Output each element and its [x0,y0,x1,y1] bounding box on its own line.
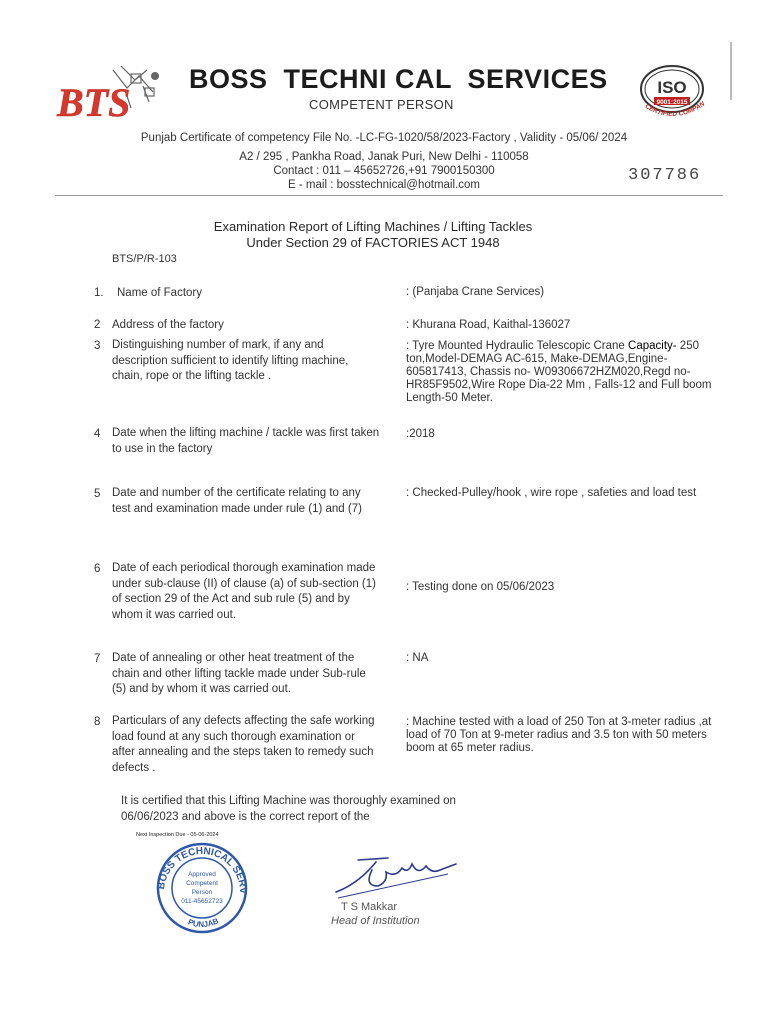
company-name: BOSS TECHNI CAL SERVICES [189,64,608,94]
header-divider [55,195,723,196]
report-reference: BTS/P/R-103 [112,253,177,265]
stamp-ring-text: BOSS TECHNICAL SERV [156,845,249,895]
stamp-line: Person [191,889,213,896]
company-stamp [132,830,262,940]
item-number: 7 [94,653,101,665]
item-number: 8 [94,716,101,728]
item-question: Name of Factory [117,287,202,299]
item-question: Particulars of any defects affecting the safe working load found at any such thorough examination or after annealing and the steps taken to remedy such defects . [112,715,375,774]
item-question: Distinguishing number of mark, if any and description sufficient to identify lifting machine, chain, rope or the lifting tackle . [112,339,349,382]
stamp-line: Competent [186,880,218,887]
iso-number: 9001:2015 [656,99,688,106]
capacity-label: Capacity- [628,340,677,352]
company-subtitle: COMPETENT PERSON [309,97,454,112]
answer-text: : Tyre Mounted Hydraulic Telescopic Crane [406,340,629,352]
item-answer: : Checked-Pulley/hook , wire rope , safeties and load test [406,487,697,499]
stamp-line: 011-45652723 [181,898,223,905]
item-answer: : Testing done on 05/06/2023 [406,581,555,593]
contact-line: Contact : 011 – 45652726,+91 7900150300 [273,165,495,177]
stamp-next-inspection: Next Inspection Due - 05-06-2024 [136,832,219,838]
report-title: Examination Report of Lifting Machines / Lifting Tackles [213,219,533,234]
item-question: Date of annealing or other heat treatment of the chain and other lifting tackle made under Sub-rule (5) and by whom it was carried out. [112,652,366,695]
competency-certificate-line: Punjab Certificate of competency File No. -LC-FG-1020/58/2023-Factory , Validity - 05/06/ 2024 [140,132,628,144]
item-number: 2 [94,319,101,331]
report-subtitle: Under Section 29 of FACTORIES ACT 1948 [246,235,500,250]
item-number: 6 [94,563,101,575]
item-answer: : NA [406,652,429,664]
certification-statement: It is certified that this Lifting Machine was thoroughly examined on 06/06/2023 and above is the correct report of the [121,795,456,823]
email-line: E - mail : bosstechnical@hotmail.com [288,179,480,191]
iso-certified-seal [634,62,712,122]
item-question: Address of the factory [112,319,224,331]
stamp-line: Approved [188,871,216,878]
item-question: Date and number of the certificate relating to any test and examination made under rule (1) and (7) [112,487,362,515]
signatory-name: T S Makkar [341,901,398,913]
bts-logo [55,62,165,128]
signatory-role: Head of Institution [331,915,420,927]
address-line: A2 / 295 , Pankha Road, Janak Puri, New Delhi - 110058 [239,151,529,163]
serial-number: 307786 [628,166,702,185]
stamp-bottom-text: PUNJAB [186,916,221,930]
margin-rule [730,42,732,100]
answer-text: 250 ton,Model-DEMAG AC-615, Make-DEMAG,Engine-605817413, Chassis no- W09306672HZM020,Regd no-HR85F9502,Wire Rope Dia-22 Mm , Falls-12 and Full boom Length-50 Meter. [406,340,712,404]
item-question: Date of each periodical thorough examination made under sub-clause (II) of clause (a) of sub-section (1) of section 29 of the Act and sub rule (5) and by whom it was carried out. [112,562,376,621]
item-answer [406,340,728,405]
item-number: 5 [94,488,101,500]
item-question: Date when the lifting machine / tackle was first taken to use in the factory [112,427,380,455]
item-answer: : (Panjaba Crane Services) [406,286,545,298]
item-number: 3 [94,340,101,352]
item-answer: :2018 [406,428,435,440]
signature [328,852,468,902]
logo-text: BTS [57,80,131,125]
iso-caption: CERTIFIED COMPAN [643,100,707,119]
item-number: 1. [94,287,104,299]
item-answer: : Khurana Road, Kaithal-136027 [406,319,571,331]
item-number: 4 [94,428,101,440]
item-answer: : Machine tested with a load of 250 Ton at 3-meter radius ,at load of 70 Ton at 9-meter radius and 3.5 ton with 50 meters boom at 65 meter radius. [406,716,712,754]
iso-title: ISO [657,78,687,97]
